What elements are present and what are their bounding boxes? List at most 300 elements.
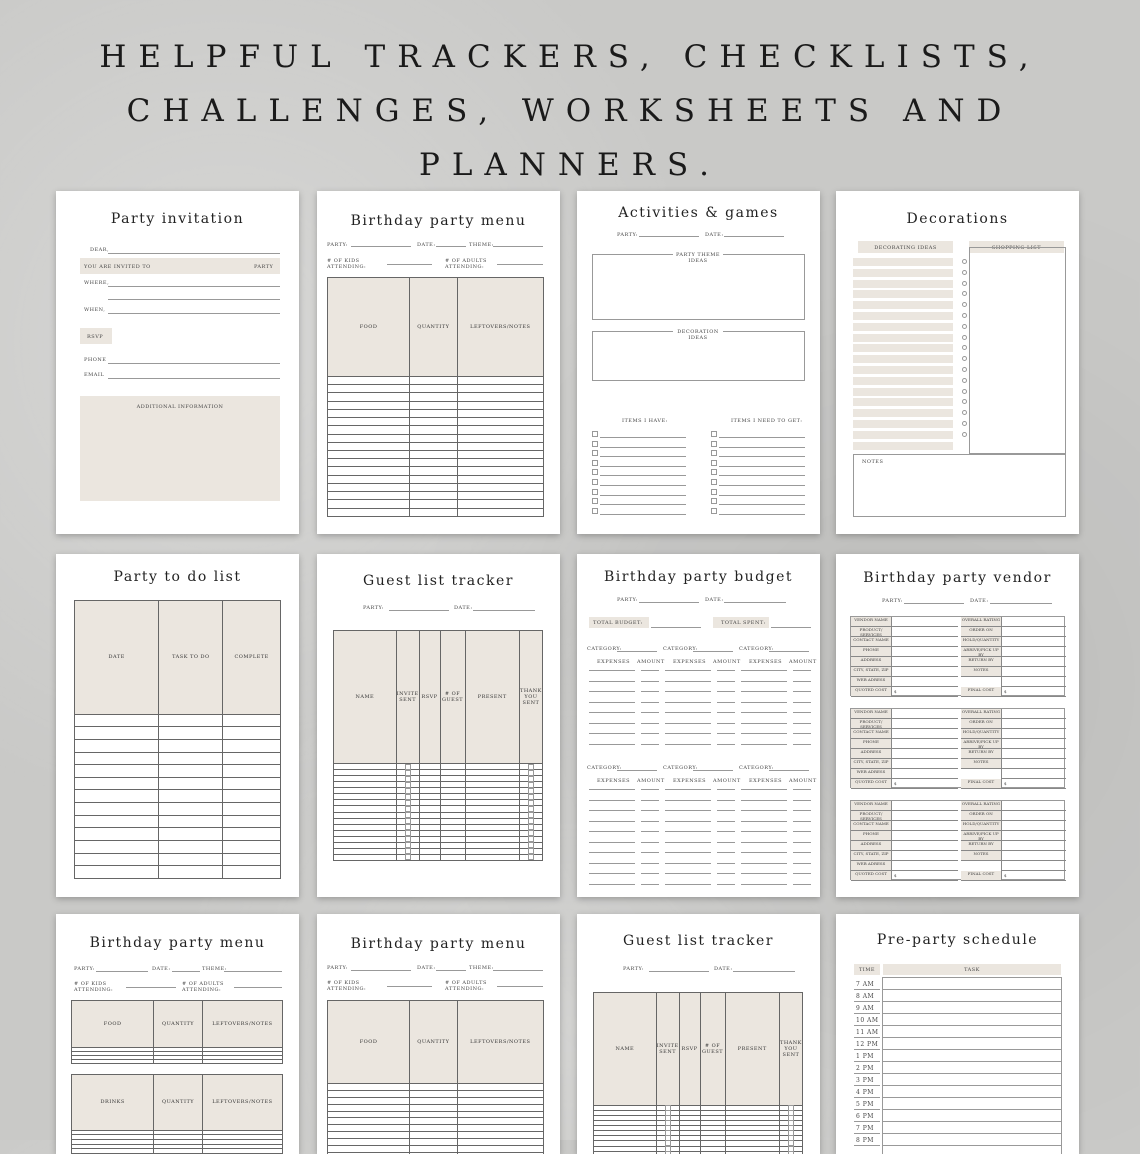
- line: [793, 744, 811, 745]
- checkbox[interactable]: [962, 367, 967, 372]
- checkbox[interactable]: [711, 508, 717, 514]
- line: [641, 691, 659, 692]
- table-cell[interactable]: [75, 765, 159, 778]
- table-cell[interactable]: [328, 1090, 410, 1097]
- vendor-field-value[interactable]: [891, 801, 958, 811]
- label-notes: NOTES: [862, 459, 884, 465]
- table-cell[interactable]: [159, 853, 223, 866]
- table-cell[interactable]: [440, 854, 465, 860]
- vendor-field-value[interactable]: [891, 719, 958, 729]
- table-cell[interactable]: [419, 854, 440, 860]
- line: [600, 447, 686, 448]
- checkbox[interactable]: [528, 854, 534, 860]
- table-cell[interactable]: [159, 828, 223, 841]
- vendor-field-value[interactable]: [891, 861, 958, 871]
- table-cell[interactable]: [328, 401, 410, 409]
- table-cell[interactable]: [159, 790, 223, 803]
- checkbox[interactable]: [711, 479, 717, 485]
- checkbox[interactable]: [962, 389, 967, 394]
- table-cell[interactable]: [457, 1146, 543, 1153]
- table-cell[interactable]: [410, 451, 458, 459]
- table-cell[interactable]: [72, 1060, 154, 1064]
- checkbox[interactable]: [962, 432, 967, 437]
- table-cell[interactable]: [159, 777, 223, 790]
- vendor-field-value[interactable]: [1001, 617, 1066, 627]
- vendor-field-value[interactable]: [891, 749, 958, 759]
- table-cell[interactable]: [223, 853, 281, 866]
- table-cell[interactable]: [223, 739, 281, 752]
- table-cell[interactable]: [410, 385, 458, 393]
- table-cell[interactable]: [410, 1118, 458, 1125]
- label-category: CATEGORY:: [663, 765, 698, 771]
- vendor-block: [850, 616, 1065, 696]
- table-cell[interactable]: [328, 1097, 410, 1104]
- table-cell[interactable]: [223, 815, 281, 828]
- table-row: [328, 1146, 544, 1153]
- line: [793, 831, 811, 832]
- table-cell[interactable]: [457, 475, 543, 483]
- checkbox[interactable]: [962, 378, 967, 383]
- table-cell[interactable]: [457, 376, 543, 384]
- table-cell[interactable]: [223, 765, 281, 778]
- table-cell[interactable]: [457, 459, 543, 467]
- table-row: [328, 1097, 544, 1104]
- vendor-field-value[interactable]: [1001, 749, 1066, 759]
- table-cell[interactable]: [457, 1083, 543, 1090]
- checkbox[interactable]: [592, 431, 598, 437]
- line: [882, 1145, 1062, 1146]
- table-cell[interactable]: [410, 426, 458, 434]
- vendor-field-label: ORDER ON: [961, 719, 1001, 729]
- table-cell[interactable]: [457, 467, 543, 475]
- table-cell[interactable]: [75, 739, 159, 752]
- table-cell[interactable]: [75, 866, 159, 879]
- card-birthday-menu-2: [56, 914, 299, 1154]
- table-cell[interactable]: [75, 752, 159, 765]
- vendor-field-value[interactable]: [891, 769, 958, 779]
- table-cell[interactable]: [457, 1132, 543, 1139]
- card-title: Pre-party schedule: [876, 932, 1039, 948]
- table-row: [328, 492, 544, 500]
- vendor-field-value[interactable]: [1001, 831, 1066, 841]
- col-invite: INVITE SENT: [396, 631, 419, 764]
- table-cell[interactable]: [410, 475, 458, 483]
- table-cell[interactable]: [457, 492, 543, 500]
- checkbox[interactable]: [405, 854, 411, 860]
- line: [589, 723, 635, 724]
- vendor-field-value[interactable]: [891, 831, 958, 841]
- table-cell[interactable]: [328, 483, 410, 491]
- table-cell[interactable]: [72, 1149, 154, 1154]
- table-cell[interactable]: [159, 866, 223, 879]
- table-cell[interactable]: [75, 714, 159, 727]
- card-party-invitation: [56, 191, 299, 534]
- decorating-idea-bar: [853, 431, 953, 439]
- table-cell[interactable]: [328, 376, 410, 384]
- table-cell[interactable]: [328, 1111, 410, 1118]
- table-cell[interactable]: [410, 492, 458, 500]
- table-cell[interactable]: [159, 714, 223, 727]
- checkbox[interactable]: [962, 421, 967, 426]
- line: [108, 313, 280, 314]
- table-cell[interactable]: [457, 1097, 543, 1104]
- checkbox[interactable]: [711, 498, 717, 504]
- label-rsvp: RSVP: [87, 334, 104, 340]
- checkbox[interactable]: [962, 345, 967, 350]
- vendor-field-value[interactable]: [891, 657, 958, 667]
- checkbox[interactable]: [711, 460, 717, 466]
- table-cell[interactable]: [328, 409, 410, 417]
- table-cell[interactable]: [328, 442, 410, 450]
- decorating-idea-bar: [853, 388, 953, 396]
- checkbox[interactable]: [592, 441, 598, 447]
- table-cell[interactable]: [75, 727, 159, 740]
- col-quantity: QUANTITY: [154, 1075, 203, 1131]
- checkbox[interactable]: [962, 313, 967, 318]
- line: [741, 681, 787, 682]
- vendor-block: [850, 708, 1065, 788]
- col-name: NAME: [334, 631, 397, 764]
- line: [589, 681, 635, 682]
- line: [600, 485, 686, 486]
- vendor-field-value[interactable]: [891, 729, 958, 739]
- line: [793, 810, 811, 811]
- time-slot-label: 11 AM: [856, 1029, 879, 1036]
- table-cell[interactable]: [223, 840, 281, 853]
- table-cell[interactable]: [75, 853, 159, 866]
- table-cell[interactable]: [334, 854, 397, 860]
- vendor-field-value[interactable]: [891, 677, 958, 687]
- checkbox[interactable]: [711, 489, 717, 495]
- vendor-field-label: RETURN BY: [961, 749, 1001, 759]
- table-cell[interactable]: [328, 500, 410, 508]
- vendor-field-value[interactable]: [891, 627, 958, 637]
- table-cell[interactable]: [328, 1132, 410, 1139]
- vendor-field-value[interactable]: [891, 709, 958, 719]
- table-cell[interactable]: [328, 492, 410, 500]
- checkbox[interactable]: [592, 460, 598, 466]
- table-cell[interactable]: [328, 1118, 410, 1125]
- line: [719, 456, 805, 457]
- table-row: [328, 401, 544, 409]
- table-cell[interactable]: [223, 727, 281, 740]
- vendor-field-value[interactable]: [891, 637, 958, 647]
- table-cell[interactable]: [159, 727, 223, 740]
- vendor-field-value[interactable]: $: [891, 779, 958, 789]
- line: [641, 670, 659, 671]
- checkbox[interactable]: [962, 399, 967, 404]
- table-cell[interactable]: [328, 393, 410, 401]
- table-cell[interactable]: [410, 434, 458, 442]
- table-cell[interactable]: [328, 426, 410, 434]
- checkbox[interactable]: [592, 469, 598, 475]
- table-cell[interactable]: [202, 1149, 282, 1154]
- line: [741, 810, 787, 811]
- vendor-field-label: VENDOR NAME: [851, 709, 891, 719]
- table-cell[interactable]: [457, 1111, 543, 1118]
- vendor-field-value[interactable]: [1001, 667, 1066, 677]
- table-cell[interactable]: [457, 1118, 543, 1125]
- checkbox[interactable]: [711, 450, 717, 456]
- line: [882, 1121, 1062, 1122]
- table-cell[interactable]: [410, 393, 458, 401]
- vendor-field-value[interactable]: [1001, 821, 1066, 831]
- line: [641, 712, 659, 713]
- checkbox[interactable]: [592, 508, 598, 514]
- line: [793, 884, 811, 885]
- vendor-field-value[interactable]: [1001, 841, 1066, 851]
- table-cell[interactable]: [410, 442, 458, 450]
- table-cell[interactable]: [457, 1104, 543, 1111]
- table-cell[interactable]: [154, 1060, 203, 1064]
- table-cell[interactable]: [410, 1083, 458, 1090]
- headline-line-1: HELPFUL TRACKERS, CHECKLISTS,: [99, 39, 1041, 75]
- label-date: DATE:: [705, 232, 724, 238]
- label-adults: # OF ADULTS ATTENDING:: [445, 980, 487, 992]
- table-cell[interactable]: [159, 752, 223, 765]
- checkbox[interactable]: [711, 431, 717, 437]
- table-cell[interactable]: [410, 1146, 458, 1153]
- table-row: [328, 451, 544, 459]
- table-cell[interactable]: [410, 459, 458, 467]
- vendor-field-value[interactable]: [1001, 861, 1066, 871]
- line: [473, 610, 535, 611]
- table-cell[interactable]: [457, 442, 543, 450]
- line: [882, 1049, 1062, 1050]
- table-cell[interactable]: [328, 451, 410, 459]
- label-date: DATE:: [417, 965, 436, 971]
- vendor-field-value[interactable]: $: [1001, 779, 1066, 789]
- checkbox[interactable]: [962, 410, 967, 415]
- checkbox[interactable]: [592, 489, 598, 495]
- table-cell[interactable]: [410, 409, 458, 417]
- table-cell[interactable]: [457, 483, 543, 491]
- vendor-field-value[interactable]: [891, 739, 958, 749]
- table-cell[interactable]: [75, 803, 159, 816]
- table-cell[interactable]: [75, 815, 159, 828]
- label-kids: # OF KIDS ATTENDING:: [327, 258, 367, 270]
- table-cell[interactable]: [519, 854, 542, 860]
- table-cell[interactable]: [410, 467, 458, 475]
- table-cell[interactable]: [75, 840, 159, 853]
- line: [234, 987, 282, 988]
- line: [493, 970, 543, 971]
- table-cell[interactable]: [159, 803, 223, 816]
- card-title: Guest list tracker: [363, 573, 514, 589]
- col-drinks: DRINKS: [72, 1075, 154, 1131]
- table-cell[interactable]: [457, 1125, 543, 1132]
- vendor-field-value[interactable]: [1001, 627, 1066, 637]
- table-cell[interactable]: [396, 854, 419, 860]
- decorating-idea-bar: [853, 366, 953, 374]
- line: [108, 286, 280, 287]
- line: [717, 681, 735, 682]
- time-slot-label: 4 PM: [856, 1089, 874, 1096]
- vendor-field-label: ORDER ON: [961, 811, 1001, 821]
- table-cell[interactable]: [457, 385, 543, 393]
- table-cell[interactable]: [410, 1111, 458, 1118]
- table-cell[interactable]: [410, 376, 458, 384]
- checkbox[interactable]: [711, 469, 717, 475]
- vendor-field-value[interactable]: [1001, 801, 1066, 811]
- table-cell[interactable]: [410, 508, 458, 516]
- table-cell[interactable]: [410, 1132, 458, 1139]
- table-cell[interactable]: [159, 765, 223, 778]
- vendor-field-value[interactable]: [1001, 719, 1066, 729]
- line: [665, 852, 711, 853]
- table-cell[interactable]: [457, 409, 543, 417]
- table-cell[interactable]: [328, 1146, 410, 1153]
- col-food: FOOD: [72, 1001, 154, 1048]
- table-row: [328, 426, 544, 434]
- table-cell[interactable]: [328, 508, 410, 516]
- line: [741, 884, 787, 885]
- line: [717, 789, 735, 790]
- vendor-field-value[interactable]: [891, 811, 958, 821]
- table-row: [75, 714, 281, 727]
- table-row: [328, 1104, 544, 1111]
- line: [665, 810, 711, 811]
- card-birthday-menu-3: [317, 914, 560, 1154]
- vendor-field-value[interactable]: [891, 647, 958, 657]
- table-cell[interactable]: [328, 1125, 410, 1132]
- line: [741, 800, 787, 801]
- vendor-field-value[interactable]: [891, 851, 958, 861]
- vendor-field-value[interactable]: [1001, 637, 1066, 647]
- vendor-field-value[interactable]: [1001, 739, 1066, 749]
- table-cell[interactable]: [410, 418, 458, 426]
- table-cell[interactable]: [75, 790, 159, 803]
- table-cell[interactable]: [457, 401, 543, 409]
- table-cell[interactable]: [457, 434, 543, 442]
- checkbox[interactable]: [962, 324, 967, 329]
- table-cell[interactable]: [328, 467, 410, 475]
- table-cell[interactable]: [328, 418, 410, 426]
- label-category: CATEGORY:: [587, 765, 622, 771]
- table-cell[interactable]: [202, 1060, 282, 1064]
- table-cell[interactable]: [457, 500, 543, 508]
- table-cell[interactable]: [457, 1090, 543, 1097]
- table-cell[interactable]: [457, 451, 543, 459]
- vendor-field-value[interactable]: $: [1001, 687, 1066, 697]
- checkbox[interactable]: [962, 291, 967, 296]
- table-cell[interactable]: [75, 828, 159, 841]
- table-row: [75, 828, 281, 841]
- table-cell[interactable]: [159, 840, 223, 853]
- vendor-field-label: QUOTED COST: [851, 779, 891, 789]
- checkbox[interactable]: [962, 335, 967, 340]
- time-slot-label: 9 AM: [856, 1005, 875, 1012]
- table-cell[interactable]: [75, 777, 159, 790]
- table-cell[interactable]: [328, 475, 410, 483]
- table-cell[interactable]: [328, 385, 410, 393]
- vendor-field-value[interactable]: [891, 759, 958, 769]
- line: [793, 842, 811, 843]
- table-cell[interactable]: [457, 393, 543, 401]
- table-cell[interactable]: [410, 1104, 458, 1111]
- col-leftovers: LEFTOVERS/NOTES: [202, 1075, 282, 1131]
- checkbox[interactable]: [711, 441, 717, 447]
- table-cell[interactable]: [223, 866, 281, 879]
- table-cell[interactable]: [223, 714, 281, 727]
- checkbox[interactable]: [962, 259, 967, 264]
- vendor-field-value[interactable]: [1001, 647, 1066, 657]
- vendor-field-value[interactable]: [1001, 759, 1066, 769]
- label-expenses: EXPENSES: [749, 778, 783, 784]
- label-items-have: ITEMS I HAVE:: [622, 418, 668, 424]
- table-cell[interactable]: [410, 500, 458, 508]
- table-cell[interactable]: [159, 739, 223, 752]
- vendor-field-value[interactable]: [1001, 657, 1066, 667]
- vendor-field-value[interactable]: $: [891, 871, 958, 881]
- table-cell[interactable]: [328, 434, 410, 442]
- table-cell[interactable]: [154, 1149, 203, 1154]
- table-row: [75, 752, 281, 765]
- label-category: CATEGORY:: [587, 646, 622, 652]
- checkbox[interactable]: [592, 450, 598, 456]
- checkbox[interactable]: [962, 270, 967, 275]
- table-cell[interactable]: [328, 459, 410, 467]
- checkbox[interactable]: [592, 479, 598, 485]
- table-cell[interactable]: [410, 483, 458, 491]
- table-cell[interactable]: [223, 828, 281, 841]
- col-guests: # OF GUEST: [440, 631, 465, 764]
- table-row: [75, 866, 281, 879]
- label-decoration-ideas: DECORATION IDEAS: [673, 329, 723, 341]
- line: [854, 1133, 880, 1134]
- table-cell[interactable]: [410, 401, 458, 409]
- vendor-field-value[interactable]: [1001, 769, 1066, 779]
- table-cell[interactable]: [465, 854, 519, 860]
- table-cell[interactable]: [223, 752, 281, 765]
- checkbox[interactable]: [962, 356, 967, 361]
- line: [771, 627, 811, 628]
- table-cell[interactable]: [410, 1097, 458, 1104]
- vendor-field-value[interactable]: [1001, 729, 1066, 739]
- table-cell[interactable]: [410, 1125, 458, 1132]
- vendor-field-value[interactable]: $: [1001, 871, 1066, 881]
- table-cell[interactable]: [457, 508, 543, 516]
- table-cell[interactable]: [328, 1083, 410, 1090]
- line: [793, 702, 811, 703]
- table-row: [328, 475, 544, 483]
- label-category: CATEGORY:: [739, 646, 774, 652]
- table-cell[interactable]: [223, 777, 281, 790]
- card-title: Decorations: [906, 211, 1009, 227]
- table-cell[interactable]: [223, 803, 281, 816]
- vendor-field-value[interactable]: [891, 617, 958, 627]
- checkbox[interactable]: [962, 281, 967, 286]
- vendor-field-value[interactable]: [891, 821, 958, 831]
- vendor-field-value[interactable]: [1001, 677, 1066, 687]
- checkbox[interactable]: [962, 302, 967, 307]
- vendor-field-value[interactable]: $: [891, 687, 958, 697]
- vendor-field-value[interactable]: [891, 841, 958, 851]
- vendor-field-value[interactable]: [1001, 709, 1066, 719]
- vendor-field-value[interactable]: [891, 667, 958, 677]
- table-cell[interactable]: [457, 426, 543, 434]
- table-cell[interactable]: [328, 1104, 410, 1111]
- vendor-field-value[interactable]: [1001, 811, 1066, 821]
- table-cell[interactable]: [410, 1090, 458, 1097]
- table-cell[interactable]: [223, 790, 281, 803]
- table-cell[interactable]: [159, 815, 223, 828]
- table-cell[interactable]: [457, 418, 543, 426]
- checkbox[interactable]: [592, 498, 598, 504]
- line: [719, 485, 805, 486]
- vendor-field-value[interactable]: [1001, 851, 1066, 861]
- label-date: DATE:: [152, 966, 171, 972]
